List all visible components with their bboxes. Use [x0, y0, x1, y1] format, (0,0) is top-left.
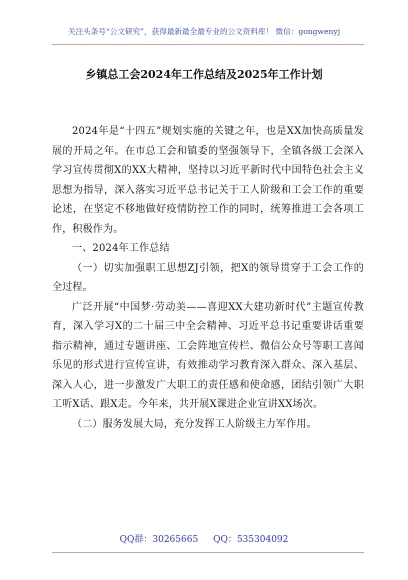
footer-contact [0, 535, 408, 546]
footer-divider [52, 552, 364, 553]
header-divider [52, 44, 364, 45]
body-paragraph-1: 广泛开展“中国梦·劳动美——喜迎XX大建功新时代”主题宣传教育，深入学习X的二十届三中全会精神、习近平总书记重要讲话重要指示精神，通过专题讲座、工会阵地宣传栏、微信公众号等职工喜闻乐见的形式进行宣传宣讲，有效推动学习教育深入群众、深入基层、深入人心，进一步激发广大职工的责任感和使命感，团结引领广大职工听X话、跟X走。今年来，共开展X课进企业宣讲XX场次。 [52, 301, 364, 410]
section-heading: 一、2024年工作总结 [72, 243, 170, 254]
document-body [52, 122, 364, 434]
footer-qq: QQ：535304092 [213, 535, 289, 545]
intro-paragraph: 2024年是“十四五”规划实施的关键之年，也是XX加快高质量发展的开局之年。在市总工会和镇委的坚强领导下，全镇各级工会深入学习宣传贯彻X的XX大精神，坚持以习近平新时代中国特色社会主义思想为指导，深入落实习近平总书记关于工人阶级和工会工作的重要论述，在坚定不移地做好疫情防控工作的同时，统筹推进工会各项工作，积极作为。 [52, 126, 364, 235]
document-title: 乡镇总工会2024年工作总结及2025年工作计划 [85, 68, 323, 81]
header-promo-note: 关注头条号“公文研究”，获得最新最全最专业的公文资料库！ 微信：gongwenyj [67, 27, 341, 36]
subsection-heading-2: （二）服务发展大局，充分发挥工人阶级主力军作用。 [72, 418, 317, 430]
footer-qq-group: QQ群：30265665 [119, 535, 199, 545]
subsection-heading-1: （一）切实加强职工思想ZJ引领，把X的领导贯穿于工会工作的全过程。 [52, 262, 364, 293]
